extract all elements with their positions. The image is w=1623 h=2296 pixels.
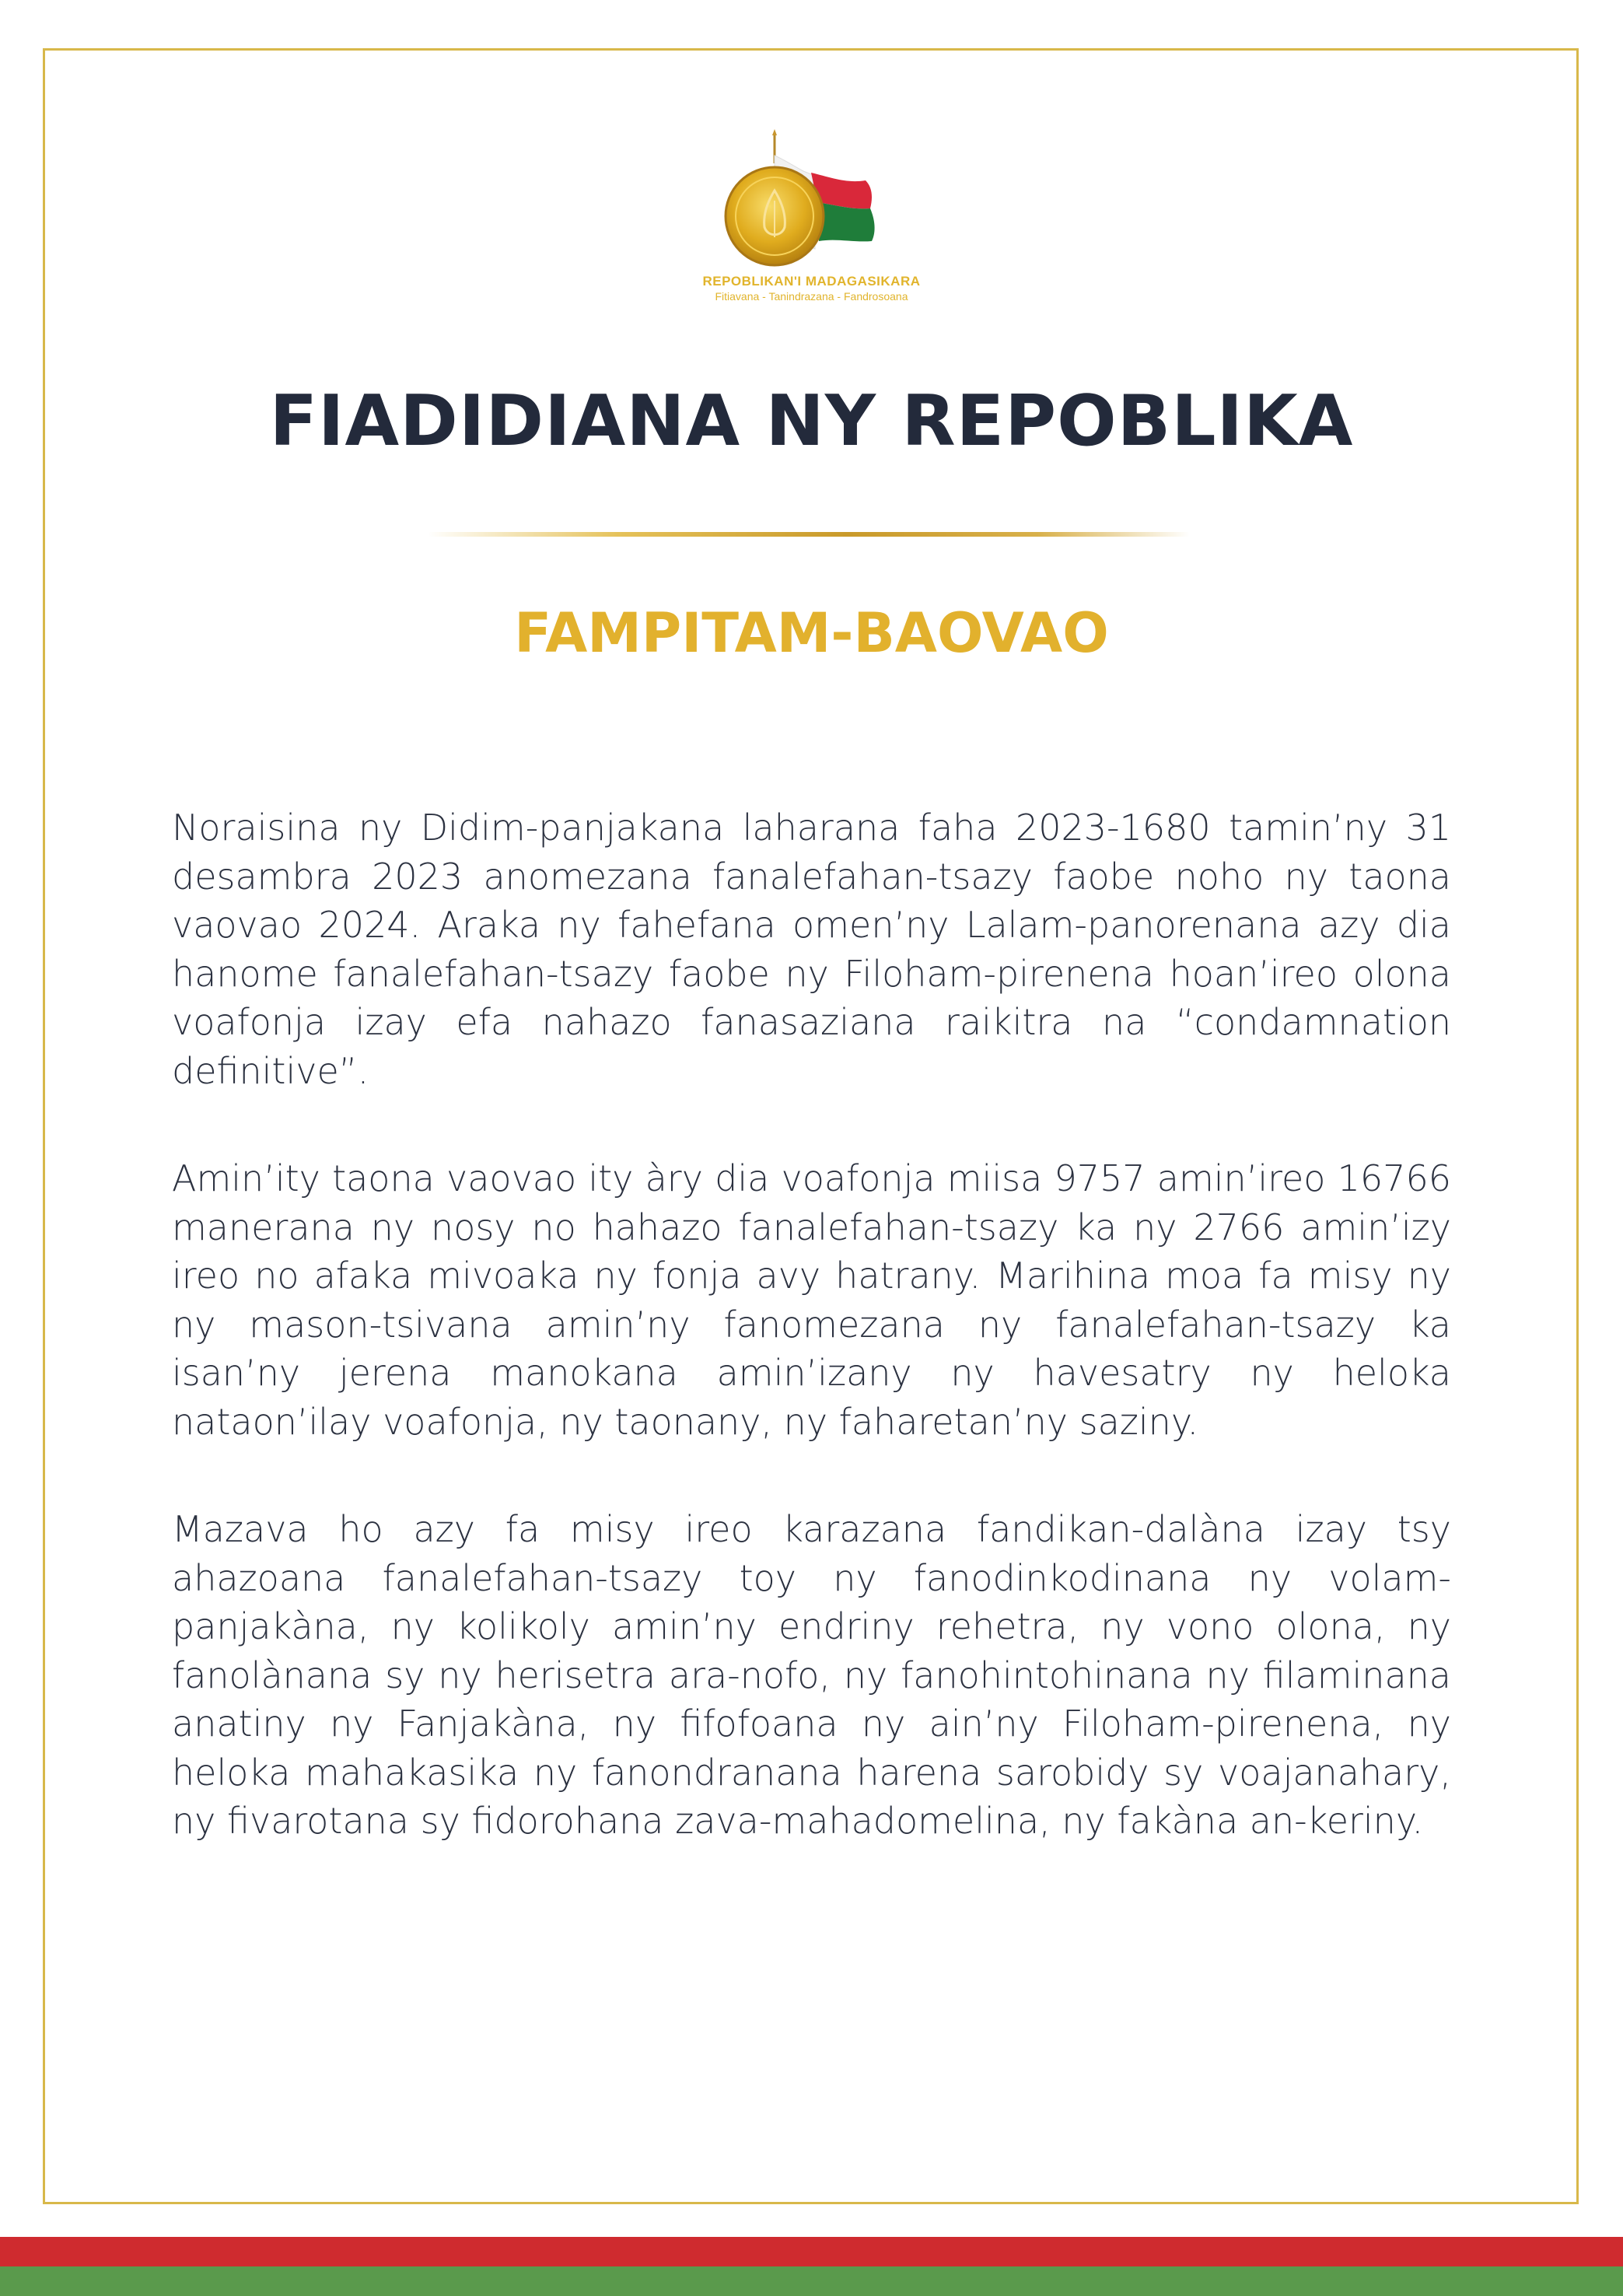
emblem-name: REPOBLIKAN'I MADAGASIKARA	[702, 274, 921, 289]
paragraph: Noraisina ny Didim-panjakana laharana faha 2023-1680 tamin’ny 31 desambra 2023 anomezana fanalefahan-tsazy faobe noho ny taona vaovao 2024. Araka ny fahefana omen’ny Lalam-panorenana azy dia hanome fanalefahan-tsazy faobe ny Filoham-pirenena hoan’ireo olona voafonja izay efa nahazo fanasaziana raikitra na “condamnation definitive”.	[172, 807, 1451, 1092]
paragraph: Mazava ho azy fa misy ireo karazana fandikan-dalàna izay tsy ahazoana fanalefahan-tsazy toy ny fanodinkodinana ny volam-panjakàna, ny kolikoly amin’ny endriny rehetra, ny vono olona, ny fanolànana sy ny herisetra ara-nofo, ny fanohintohinana ny filaminana anatiny ny Fanjakàna, ny fifofoana ny ain’ny Filoham-pirenena, ny heloka mahakasika ny fanondranana harena sarobidy sy voajanahary, ny fivarotana sy fidorohana zava-mahadomelina, ny fakàna an-keriny.	[172, 1508, 1451, 1842]
footer-green-stripe	[0, 2266, 1623, 2296]
paragraph: Amin’ity taona vaovao ity àry dia voafonja miisa 9757 amin’ireo 16766 manerana ny nosy no hahazo fanalefahan-tsazy ka ny 2766 amin’izy ireo no afaka mivoaka ny fonja avy hatrany. Marihina moa fa misy ny ny mason-tsivana amin’ny fanomezana ny fanalefahan-tsazy ka isan’ny jerena manokana amin’izany ny havesatry ny heloka nataon’ilay voafonja, ny taonany, ny faharetan’ny saziny.	[172, 1157, 1451, 1443]
page-title: FIADIDIANA NY REPOBLIKA	[269, 380, 1354, 462]
press-release-body	[172, 803, 1451, 1905]
footer-red-stripe	[0, 2237, 1623, 2266]
page-subtitle: FAMPITAM-BAOVAO	[514, 601, 1109, 665]
gold-divider	[428, 532, 1190, 537]
emblem-motto: Fitiavana - Tanindrazana - Fandrosoana	[715, 290, 908, 303]
